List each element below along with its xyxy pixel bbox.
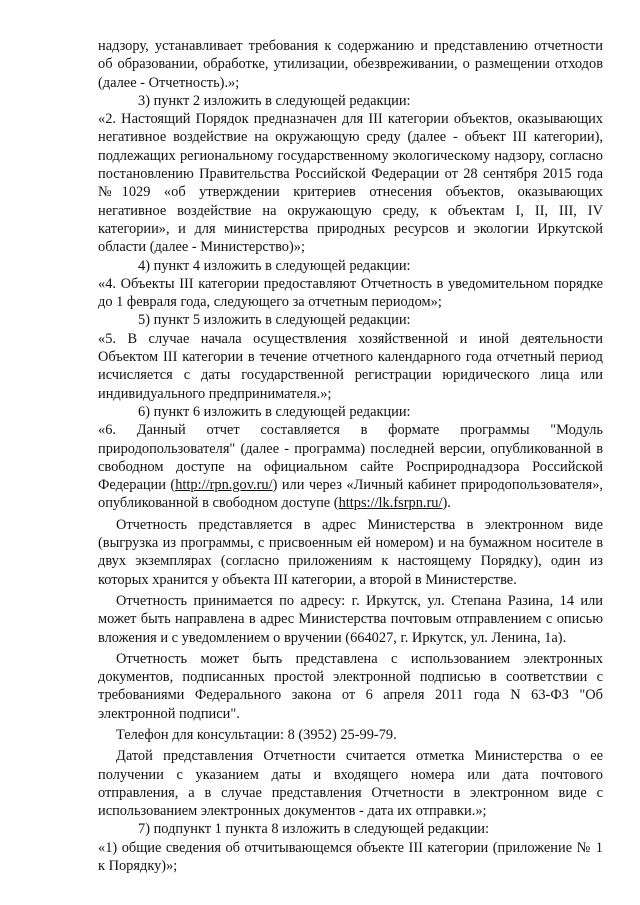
amendment-item-6: 6) пункт 6 изложить в следующей редакции: xyxy=(138,403,411,420)
amendment-item-5: 5) пункт 5 изложить в следующей редакции: xyxy=(138,312,411,329)
electronic-signature-paragraph: Отчетность может быть представлена с использованием электронных документов, подписанных простой электронной подписью в соответствии с требованиями Федерального закона от 6 апреля 2011 года N 63-ФЗ "Об электронной подписи". xyxy=(98,650,603,722)
clause-6-text-middle: ) или через «Личный кабинет природопользователя», опубликованной в свободном доступе ( xyxy=(98,477,603,512)
consultation-phone: Телефон для консультации: 8 (3952) 25-99-79. xyxy=(116,726,397,743)
submission-date-paragraph: Датой представления Отчетности считается отметка Министерства о ее получении с указанием даты и входящего номера или дата почтового отправления, а в случае представления Отчетности в электронном виде с использованием электронных документов - дата их отправки.»; xyxy=(98,748,603,820)
paragraph-intro: надзору, устанавливает требования к содержанию и представлению отчетности об образовании, обработке, утилизации, обезвреживании, о размещении отходов (далее - Отчетность).»; xyxy=(98,38,603,91)
clause-5-text: «5. В случае начала осуществления хозяйственной и иной деятельности Объектом III категории в течение отчетного календарного года отчетный период исчисляется с даты государственной регистрации юридического лица или индивидуального предпринимателя.»; xyxy=(98,330,603,402)
amendment-item-3: 3) пункт 2 изложить в следующей редакции: xyxy=(138,92,411,109)
clause-2-text: «2. Настоящий Порядок предназначен для III категории объектов, оказывающих негативное воздействие на окружающую среду (далее - объект III категории), подлежащих региональному государственному экологическому надзору, согласно постановлению Правительства Российской Федерации от 28 сентября 2015 года №1029 «об утверждении критериев отнесения объектов, оказывающих негативное воздействие на окружающую среду, к объектам I, II, III, IV категории», и для министерства природных ресурсов и экологии Иркутской области (далее - Министерство)»; xyxy=(98,111,603,256)
lk-fsrpn-link[interactable]: https://lk.fsrpn.ru/ xyxy=(338,495,443,512)
rpn-site-link[interactable]: http://rpn.gov.ru/ xyxy=(175,477,273,494)
clause-6-text-start: «6. Данный отчет составляется в формате программы "Модуль природопользователя" (далее - программа) последней версии, опубликованной в свободном доступе на официальном сайте Росприроднадзора Российской Федерации ( xyxy=(98,422,603,494)
amendment-item-4: 4) пункт 4 изложить в следующей редакции: xyxy=(138,257,411,274)
document-page xyxy=(98,37,603,875)
reporting-address-paragraph: Отчетность принимается по адресу: г. Иркутск, ул. Степана Разина, 14 или может быть направлена в адрес Министерства почтовым отправлением с описью вложения и с уведомлением о вручении (664027, г. Иркутск, ул. Ленина, 1а). xyxy=(98,592,603,646)
clause-4-text: «4. Объекты III категории предоставляют Отчетность в уведомительном порядке до 1 февраля года, следующего за отчетным периодом»; xyxy=(98,275,603,311)
clause-6-text-end: ). xyxy=(442,495,451,512)
amendment-item-7: 7) подпункт 1 пункта 8 изложить в следующей редакции: xyxy=(138,821,489,838)
subclause-1-text: «1) общие сведения об отчитывающемся объекте III категории (приложение № 1 к Порядку)»; xyxy=(98,839,603,875)
clause-6-text xyxy=(98,421,603,512)
reporting-submission-paragraph: Отчетность представляется в адрес Министерства в электронном виде (выгрузка из программы, с присвоенным ей номером) и на бумажном носителе в двух экземплярах (согласно приложениям к настоящему Порядку), один из которых хранится у объекта III категории, а второй в Министерстве. xyxy=(98,516,603,588)
